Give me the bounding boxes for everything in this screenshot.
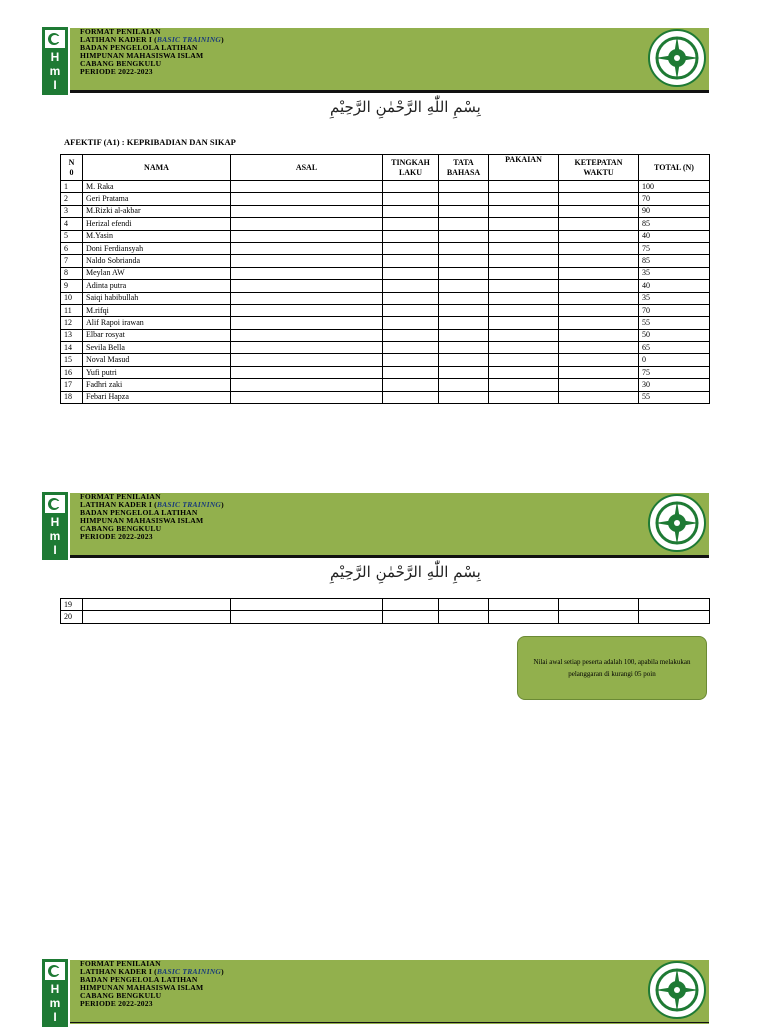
cell-asal bbox=[231, 342, 383, 354]
cell-total: 65 bbox=[639, 342, 710, 354]
cell-no: 15 bbox=[61, 354, 83, 366]
cell-tata-bahasa bbox=[439, 366, 489, 378]
cell-pakaian bbox=[489, 599, 559, 611]
cell-nama: Naldo Sobrianda bbox=[83, 255, 231, 267]
cell-tingkah-laku bbox=[383, 230, 439, 242]
header-line-hmi: HIMPUNAN MAHASISWA ISLAM bbox=[80, 51, 204, 61]
cell-tingkah-laku bbox=[383, 218, 439, 230]
cell-no: 2 bbox=[61, 193, 83, 205]
header-line-latihan: LATIHAN KADER I (BASIC TRAINING) bbox=[80, 35, 224, 45]
cell-no: 8 bbox=[61, 267, 83, 279]
cell-ketepatan-waktu bbox=[559, 329, 639, 341]
col-no: N 0 bbox=[61, 155, 83, 181]
cell-tingkah-laku bbox=[383, 304, 439, 316]
cell-total: 40 bbox=[639, 280, 710, 292]
col-tata-bahasa: TATA BAHASA bbox=[439, 155, 489, 181]
cell-pakaian bbox=[489, 205, 559, 217]
header-text: FORMAT PENILAIAN LATIHAN KADER I (BASIC TRAINING) BADAN PENGELOLA LATIHAN HIMPUNAN MAHASISWA ISLAM CABANG BENGKULU PERIODE 2022-2023 bbox=[80, 959, 224, 1009]
cell-ketepatan-waktu bbox=[559, 342, 639, 354]
table-row bbox=[61, 599, 710, 611]
cell-nama bbox=[83, 599, 231, 611]
cell-nama: M.Rizki al-akbar bbox=[83, 205, 231, 217]
cell-tata-bahasa bbox=[439, 205, 489, 217]
cell-pakaian bbox=[489, 342, 559, 354]
cell-ketepatan-waktu bbox=[559, 304, 639, 316]
svg-text:I: I bbox=[53, 543, 57, 557]
cell-pakaian bbox=[489, 391, 559, 403]
cell-pakaian bbox=[489, 329, 559, 341]
cell-no: 20 bbox=[61, 611, 83, 623]
cell-tata-bahasa bbox=[439, 329, 489, 341]
cell-no: 7 bbox=[61, 255, 83, 267]
cell-tingkah-laku bbox=[383, 292, 439, 304]
cell-no: 4 bbox=[61, 218, 83, 230]
page-header-1 bbox=[42, 28, 709, 92]
hmi-seal-icon bbox=[647, 960, 707, 1020]
table-row bbox=[61, 280, 710, 292]
hmi-logo bbox=[42, 27, 70, 95]
cell-tata-bahasa bbox=[439, 230, 489, 242]
cell-asal bbox=[231, 366, 383, 378]
cell-tata-bahasa bbox=[439, 342, 489, 354]
cell-pakaian bbox=[489, 193, 559, 205]
cell-total: 55 bbox=[639, 317, 710, 329]
cell-tingkah-laku bbox=[383, 342, 439, 354]
cell-pakaian bbox=[489, 304, 559, 316]
logo-letter-h: H bbox=[50, 50, 60, 64]
table-row bbox=[61, 181, 710, 193]
cell-tata-bahasa bbox=[439, 379, 489, 391]
cell-no: 1 bbox=[61, 181, 83, 193]
header-basic-training: BASIC TRAINING bbox=[156, 35, 222, 45]
table-body bbox=[61, 181, 710, 404]
cell-no: 12 bbox=[61, 317, 83, 329]
table-row bbox=[61, 342, 710, 354]
cell-total: 50 bbox=[639, 329, 710, 341]
cell-pakaian bbox=[489, 218, 559, 230]
cell-total: 40 bbox=[639, 230, 710, 242]
cell-tingkah-laku bbox=[383, 354, 439, 366]
table-row bbox=[61, 292, 710, 304]
header-line-periode: PERIODE 2022-2023 bbox=[80, 67, 153, 77]
col-asal: ASAL bbox=[231, 155, 383, 181]
cell-pakaian bbox=[489, 317, 559, 329]
cell-ketepatan-waktu bbox=[559, 379, 639, 391]
cell-pakaian bbox=[489, 611, 559, 623]
logo-letter-m: m bbox=[49, 64, 61, 78]
table-row bbox=[61, 255, 710, 267]
cell-tingkah-laku bbox=[383, 205, 439, 217]
table-row bbox=[61, 379, 710, 391]
svg-text:m: m bbox=[49, 996, 61, 1010]
cell-total: 0 bbox=[639, 354, 710, 366]
cell-asal bbox=[231, 292, 383, 304]
cell-pakaian bbox=[489, 181, 559, 193]
table-row bbox=[61, 611, 710, 623]
cell-no: 11 bbox=[61, 304, 83, 316]
cell-tingkah-laku bbox=[383, 267, 439, 279]
cell-asal bbox=[231, 379, 383, 391]
section-title: AFEKTIF (A1) : KEPRIBADIAN DAN SIKAP bbox=[64, 137, 236, 147]
cell-pakaian bbox=[489, 242, 559, 254]
cell-tingkah-laku bbox=[383, 599, 439, 611]
cell-tata-bahasa bbox=[439, 317, 489, 329]
hmi-logo bbox=[42, 959, 70, 1027]
cell-asal bbox=[231, 611, 383, 623]
table-row bbox=[61, 366, 710, 378]
cell-total bbox=[639, 611, 710, 623]
cell-total: 90 bbox=[639, 205, 710, 217]
cell-asal bbox=[231, 329, 383, 341]
cell-nama: M.Yasin bbox=[83, 230, 231, 242]
col-total: TOTAL (N) bbox=[639, 155, 710, 181]
table-row bbox=[61, 193, 710, 205]
cell-nama: Saiqi habibullah bbox=[83, 292, 231, 304]
table-row bbox=[61, 391, 710, 403]
cell-pakaian bbox=[489, 255, 559, 267]
cell-asal bbox=[231, 267, 383, 279]
page-header-2 bbox=[42, 493, 709, 557]
cell-tata-bahasa bbox=[439, 599, 489, 611]
col-ketepatan-waktu: KETEPATAN WAKTU bbox=[559, 155, 639, 181]
hmi-seal-icon bbox=[647, 28, 707, 88]
cell-tingkah-laku bbox=[383, 379, 439, 391]
basmalah-1: بِسْمِ اللّٰهِ الرَّحْمٰنِ الرَّحِيْمِ bbox=[330, 98, 481, 116]
cell-tingkah-laku bbox=[383, 366, 439, 378]
cell-ketepatan-waktu bbox=[559, 366, 639, 378]
cell-total: 70 bbox=[639, 304, 710, 316]
cell-nama: Sevila Bella bbox=[83, 342, 231, 354]
cell-nama bbox=[83, 611, 231, 623]
hmi-seal-icon bbox=[647, 493, 707, 553]
svg-text:I: I bbox=[53, 1010, 57, 1024]
cell-asal bbox=[231, 205, 383, 217]
cell-nama: M. Raka bbox=[83, 181, 231, 193]
cell-pakaian bbox=[489, 354, 559, 366]
cell-ketepatan-waktu bbox=[559, 391, 639, 403]
svg-text:H: H bbox=[50, 982, 60, 996]
cell-nama: Herizal efendi bbox=[83, 218, 231, 230]
cell-no: 3 bbox=[61, 205, 83, 217]
cell-no: 10 bbox=[61, 292, 83, 304]
cell-pakaian bbox=[489, 280, 559, 292]
col-nama: NAMA bbox=[83, 155, 231, 181]
cell-tata-bahasa bbox=[439, 280, 489, 292]
cell-total: 35 bbox=[639, 292, 710, 304]
cell-asal bbox=[231, 391, 383, 403]
cell-asal bbox=[231, 354, 383, 366]
cell-tata-bahasa bbox=[439, 242, 489, 254]
svg-text:m: m bbox=[49, 529, 61, 543]
cell-total: 70 bbox=[639, 193, 710, 205]
cell-tata-bahasa bbox=[439, 304, 489, 316]
page-header-3 bbox=[42, 960, 709, 1024]
hmi-logo bbox=[42, 492, 70, 560]
cell-asal bbox=[231, 304, 383, 316]
cell-nama: Doni Ferdiansyah bbox=[83, 242, 231, 254]
cell-total: 85 bbox=[639, 255, 710, 267]
cell-nama: Fadhri zaki bbox=[83, 379, 231, 391]
cell-total: 55 bbox=[639, 391, 710, 403]
cell-tata-bahasa bbox=[439, 267, 489, 279]
cell-tingkah-laku bbox=[383, 317, 439, 329]
cell-tata-bahasa bbox=[439, 193, 489, 205]
cell-tata-bahasa bbox=[439, 218, 489, 230]
cell-pakaian bbox=[489, 230, 559, 242]
table-body-continued bbox=[61, 599, 710, 624]
cell-ketepatan-waktu bbox=[559, 611, 639, 623]
header-text: FORMAT PENILAIAN LATIHAN KADER I (BASIC TRAINING) BADAN PENGELOLA LATIHAN HIMPUNAN MAHASISWA ISLAM CABANG BENGKULU PERIODE 2022-2023 bbox=[80, 492, 224, 542]
cell-no: 19 bbox=[61, 599, 83, 611]
cell-nama: Yufi putri bbox=[83, 366, 231, 378]
cell-no: 6 bbox=[61, 242, 83, 254]
header-rule-3 bbox=[70, 1022, 709, 1023]
cell-tata-bahasa bbox=[439, 181, 489, 193]
cell-ketepatan-waktu bbox=[559, 292, 639, 304]
cell-asal bbox=[231, 193, 383, 205]
cell-no: 5 bbox=[61, 230, 83, 242]
table-row bbox=[61, 218, 710, 230]
table-row bbox=[61, 267, 710, 279]
cell-asal bbox=[231, 255, 383, 267]
cell-nama: Elbar rosyat bbox=[83, 329, 231, 341]
cell-nama: Geri Pratama bbox=[83, 193, 231, 205]
cell-no: 16 bbox=[61, 366, 83, 378]
cell-pakaian bbox=[489, 292, 559, 304]
cell-nama: M.rifqi bbox=[83, 304, 231, 316]
header-rule-2 bbox=[70, 555, 709, 558]
cell-tata-bahasa bbox=[439, 354, 489, 366]
cell-ketepatan-waktu bbox=[559, 218, 639, 230]
cell-total: 100 bbox=[639, 181, 710, 193]
cell-no: 13 bbox=[61, 329, 83, 341]
table-row bbox=[61, 242, 710, 254]
cell-no: 14 bbox=[61, 342, 83, 354]
assessment-table bbox=[60, 154, 710, 404]
cell-pakaian bbox=[489, 267, 559, 279]
header-line-cabang: CABANG BENGKULU bbox=[80, 59, 162, 69]
cell-tata-bahasa bbox=[439, 292, 489, 304]
header-line-format: FORMAT PENILAIAN bbox=[80, 27, 161, 36]
cell-asal bbox=[231, 317, 383, 329]
cell-tingkah-laku bbox=[383, 193, 439, 205]
header-rule-1 bbox=[70, 90, 709, 93]
svg-text:H: H bbox=[50, 515, 60, 529]
header-line-badan: BADAN PENGELOLA LATIHAN bbox=[80, 43, 198, 53]
table-row bbox=[61, 304, 710, 316]
cell-asal bbox=[231, 280, 383, 292]
cell-asal bbox=[231, 218, 383, 230]
cell-tingkah-laku bbox=[383, 181, 439, 193]
cell-asal bbox=[231, 599, 383, 611]
cell-tingkah-laku bbox=[383, 329, 439, 341]
cell-nama: Meylan AW bbox=[83, 267, 231, 279]
cell-ketepatan-waktu bbox=[559, 181, 639, 193]
cell-total: 75 bbox=[639, 242, 710, 254]
cell-nama: Febari Hapza bbox=[83, 391, 231, 403]
cell-pakaian bbox=[489, 379, 559, 391]
cell-nama: Noval Masud bbox=[83, 354, 231, 366]
cell-total: 85 bbox=[639, 218, 710, 230]
cell-asal bbox=[231, 230, 383, 242]
assessment-table-continued bbox=[60, 598, 710, 624]
table-row bbox=[61, 205, 710, 217]
table-row bbox=[61, 317, 710, 329]
cell-tata-bahasa bbox=[439, 611, 489, 623]
basmalah-2: بِسْمِ اللّٰهِ الرَّحْمٰنِ الرَّحِيْمِ bbox=[330, 563, 481, 581]
cell-tingkah-laku bbox=[383, 255, 439, 267]
cell-tata-bahasa bbox=[439, 255, 489, 267]
cell-tingkah-laku bbox=[383, 242, 439, 254]
table-row bbox=[61, 329, 710, 341]
cell-pakaian bbox=[489, 366, 559, 378]
cell-nama: Adinta putra bbox=[83, 280, 231, 292]
cell-asal bbox=[231, 181, 383, 193]
cell-ketepatan-waktu bbox=[559, 230, 639, 242]
col-pakaian: PAKAIAN bbox=[489, 155, 559, 181]
cell-ketepatan-waktu bbox=[559, 255, 639, 267]
cell-tingkah-laku bbox=[383, 391, 439, 403]
cell-nama: Alif Rapoi irawan bbox=[83, 317, 231, 329]
cell-ketepatan-waktu bbox=[559, 267, 639, 279]
scoring-note: Nilai awal setiap peserta adalah 100, apabila melakukan pelanggaran di kurangi 05 poin bbox=[517, 636, 707, 700]
cell-ketepatan-waktu bbox=[559, 317, 639, 329]
header-text bbox=[80, 28, 224, 77]
cell-total: 75 bbox=[639, 366, 710, 378]
cell-ketepatan-waktu bbox=[559, 599, 639, 611]
cell-asal bbox=[231, 242, 383, 254]
table-row bbox=[61, 230, 710, 242]
cell-no: 18 bbox=[61, 391, 83, 403]
cell-tingkah-laku bbox=[383, 611, 439, 623]
cell-tata-bahasa bbox=[439, 391, 489, 403]
table-header-row bbox=[61, 155, 710, 181]
cell-no: 17 bbox=[61, 379, 83, 391]
cell-ketepatan-waktu bbox=[559, 242, 639, 254]
col-tingkah-laku: TINGKAH LAKU bbox=[383, 155, 439, 181]
table-row bbox=[61, 354, 710, 366]
cell-total: 30 bbox=[639, 379, 710, 391]
cell-tingkah-laku bbox=[383, 280, 439, 292]
cell-total bbox=[639, 599, 710, 611]
cell-ketepatan-waktu bbox=[559, 205, 639, 217]
logo-letter-i: I bbox=[53, 78, 57, 92]
cell-total: 35 bbox=[639, 267, 710, 279]
cell-ketepatan-waktu bbox=[559, 354, 639, 366]
cell-ketepatan-waktu bbox=[559, 280, 639, 292]
cell-no: 9 bbox=[61, 280, 83, 292]
cell-ketepatan-waktu bbox=[559, 193, 639, 205]
